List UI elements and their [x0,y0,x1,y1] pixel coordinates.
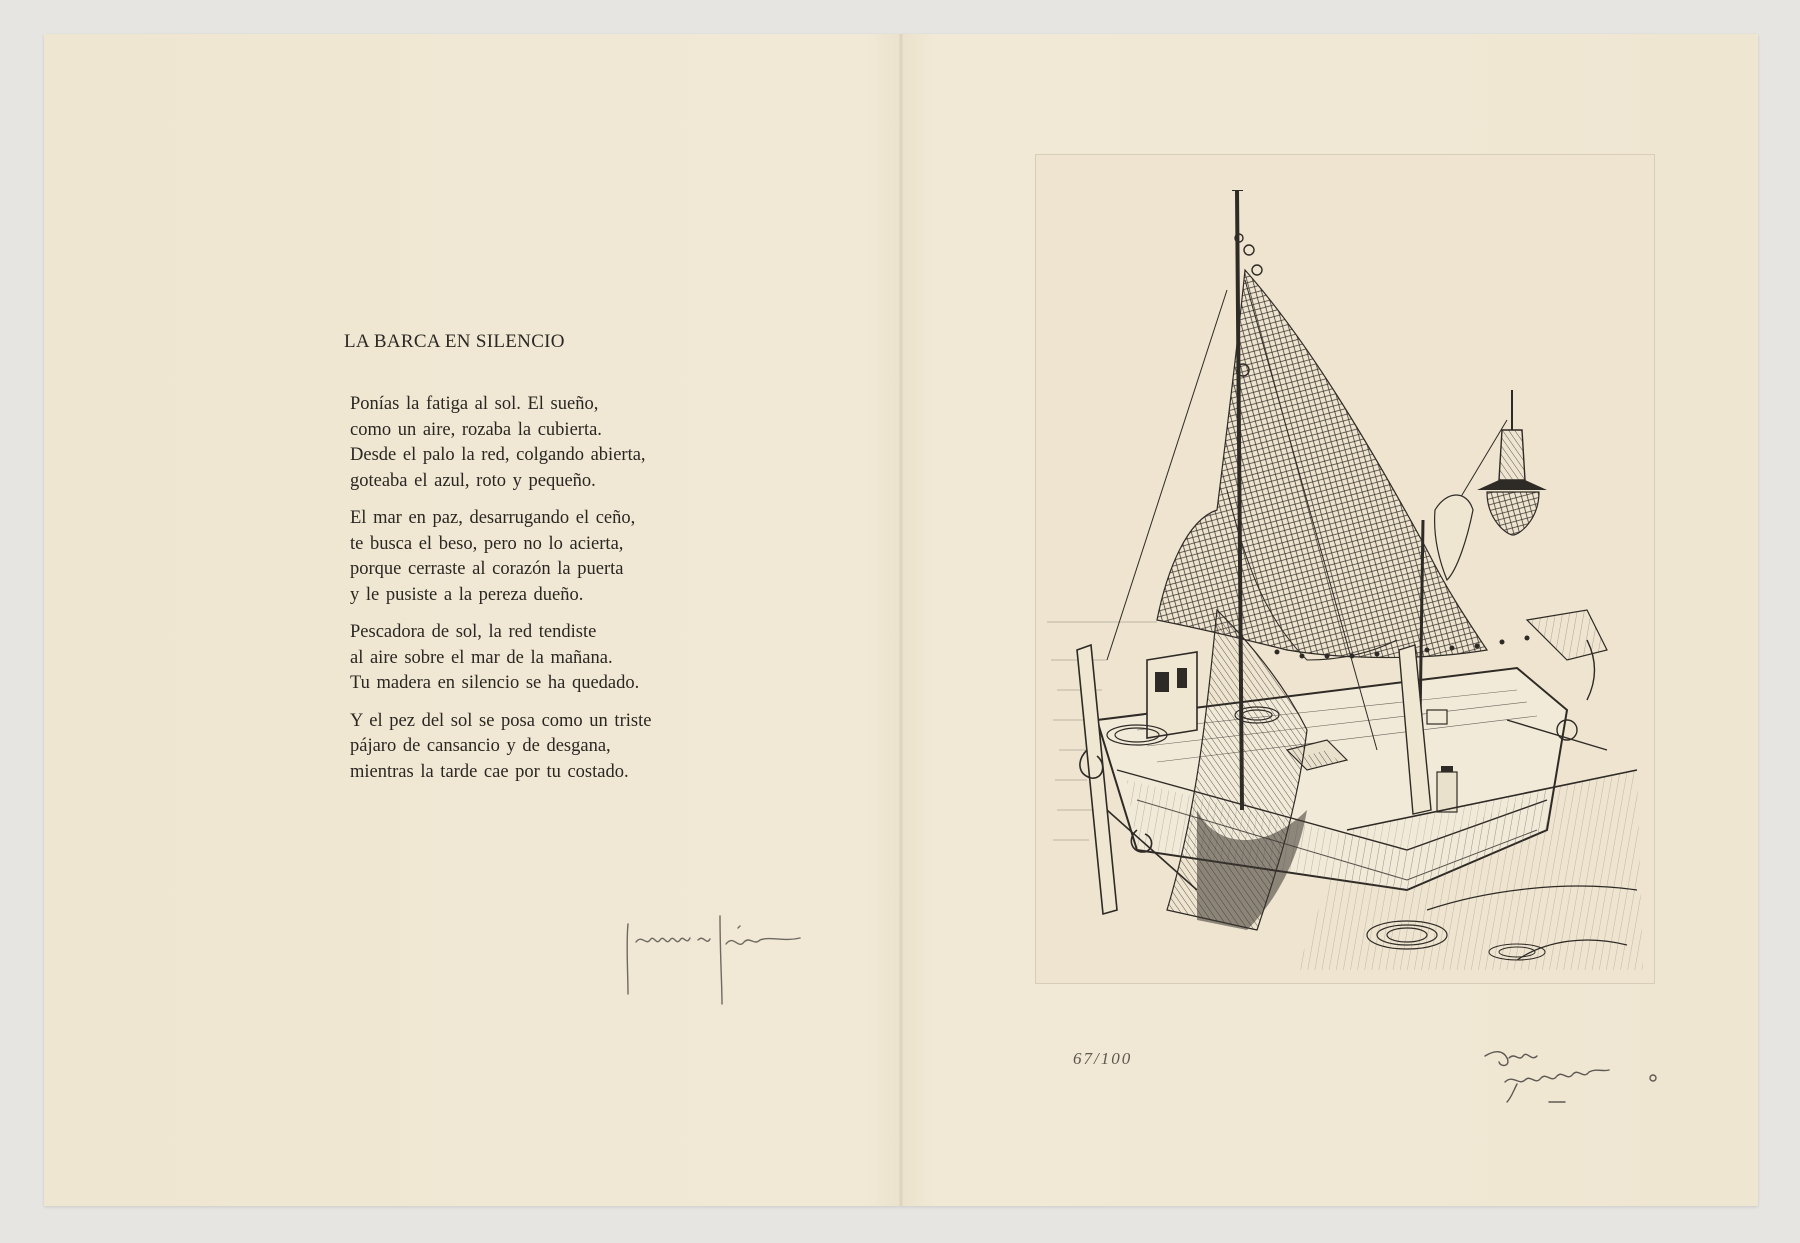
poem-line: Pescadora de sol, la red tendiste [350,622,597,642]
stanza-3 [350,620,770,697]
poem-body [350,392,770,797]
poem-line: Y el pez del sol se posa como un triste [350,710,652,731]
poem-line: como un aire, rozaba la cubierta. [350,419,602,440]
poem-line: goteaba el azul, roto y pequeño. [350,470,596,491]
etching-plate-mark [1035,154,1655,984]
poem-line: El mar en paz, desarrugando el ceño, [350,508,636,528]
poem-line: mientras la tarde cae por tu costado. [350,761,629,782]
edition-number: 67/100 [1073,1049,1133,1068]
poem-line: Tu madera en silencio se ha quedado. [350,673,640,693]
book-spread [44,34,1758,1206]
stanza-2 [350,506,770,608]
author-signature [616,894,836,1014]
poem-line: porque cerraste al corazón la puerta [350,559,624,579]
poem-line: te busca el beso, pero no lo acierta, [350,533,624,554]
poem-line: Ponías la fatiga al sol. El sueño, [350,394,599,414]
poem-line: y le pusiste a la pereza dueño. [350,584,584,605]
poem-line: pájaro de cansancio y de desgana, [350,736,611,756]
artist-signature [1475,1044,1675,1114]
poem-line: al aire sobre el mar de la mañana. [350,647,613,668]
poem-line: Desde el palo la red, colgando abierta, [350,445,646,465]
poem-title: LA BARCA EN SILENCIO [344,331,565,352]
stanza-4 [350,709,770,786]
left-page [44,34,901,1206]
boat-etching [1047,190,1643,970]
right-page [903,34,1758,1206]
stanza-1 [350,392,770,494]
